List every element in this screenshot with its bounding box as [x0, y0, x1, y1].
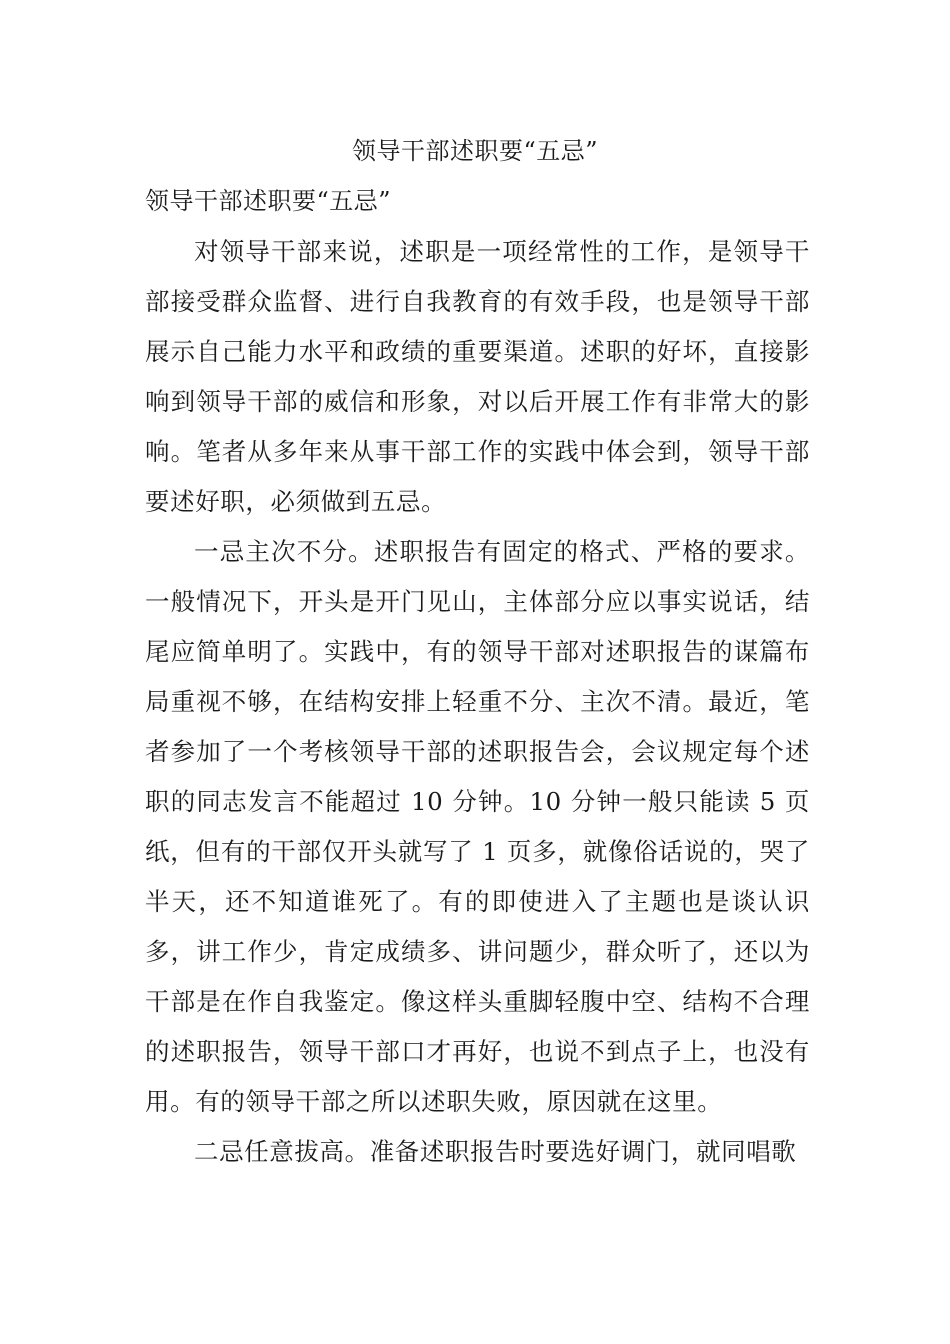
document-subtitle: 领导干部述职要“五忌” — [145, 187, 392, 215]
document-body — [145, 227, 810, 1177]
document-title: 领导干部述职要“五忌” — [351, 137, 599, 165]
paragraph-second-taboo: 二忌任意拔高。准备述职报告时要选好调门，就同唱歌 — [194, 1137, 797, 1166]
paragraph-intro: 对领导干部来说，述职是一项经常性的工作，是领导干部接受群众监督、进行自我教育的有效手段，也是领导干部展示自己能力水平和政绩的重要渠道。述职的好坏，直接影响到领导干部的威信和形象，对以后开展工作有非常大的影响。笔者从多年来从事干部工作的实践中体会到，领导干部要述好职，必须做到五忌。 — [145, 237, 810, 516]
paragraph-first-taboo: 一忌主次不分。述职报告有固定的格式、严格的要求。一般情况下，开头是开门见山，主体部分应以事实说话，结尾应简单明了。实践中，有的领导干部对述职报告的谋篇布局重视不够，在结构安排上轻重不分、主次不清。最近，笔者参加了一个考核领导干部的述职报告会，会议规定每个述职的同志发言不能超过 10 分钟。10 分钟一般只能读 5 页纸，但有的干部仅开头就写了 1 页多，就像俗话说的，哭了半天，还不知道谁死了。有的即使进入了主题也是谈认识多，讲工作少，肯定成绩多、讲问题少，群众听了，还以为干部是在作自我鉴定。像这样头重脚轻腹中空、结构不合理的述职报告，领导干部口才再好，也说不到点子上，也没有用。有的领导干部之所以述职失败，原因就在这里。 — [145, 537, 810, 1116]
